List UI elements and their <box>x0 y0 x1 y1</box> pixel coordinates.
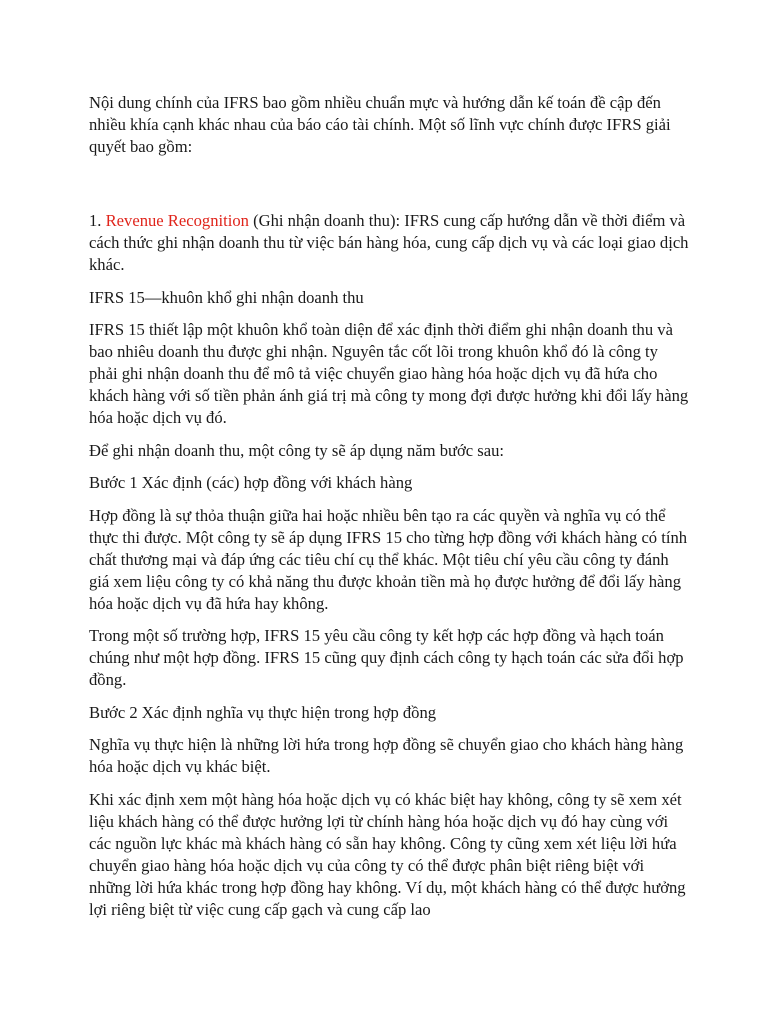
contract-combination-paragraph: Trong một số trường hợp, IFRS 15 yêu cầu công ty kết hợp các hợp đồng và hạch toán chúng như một hợp đồng. IFRS 15 cũng quy định cách công ty hạch toán các sửa đổi hợp đồng. <box>89 626 684 689</box>
ifrs15-heading: IFRS 15—khuôn khổ ghi nhận doanh thu <box>89 287 364 307</box>
contract-definition-paragraph: Hợp đồng là sự thỏa thuận giữa hai hoặc nhiều bên tạo ra các quyền và nghĩa vụ có thể thực thi được. Một công ty sẽ áp dụng IFRS 15 cho từng hợp đồng với khách hàng có tính chất thương mại và đáp ứng các tiêu chí cụ thể khác. Một tiêu chí yêu cầu công ty đánh giá xem liệu công ty có khả năng thu được khoản tiền mà họ được hưởng để đổi lấy hàng hóa hoặc dịch vụ đã hứa hay không. <box>89 505 688 613</box>
ifrs15-framework-paragraph: IFRS 15 thiết lập một khuôn khổ toàn diện để xác định thời điểm ghi nhận doanh thu và bao nhiêu doanh thu được ghi nhận. Nguyên tắc cốt lõi trong khuôn khổ đó là công ty phải ghi nhận doanh thu để mô tả việc chuyển giao hàng hóa hoặc dịch vụ đã hứa cho khách hàng với số tiền phản ánh giá trị mà công ty mong đợi được hưởng khi đổi lấy hàng hóa hoặc dịch vụ đó. <box>89 320 689 427</box>
distinct-goods-paragraph: Khi xác định xem một hàng hóa hoặc dịch vụ có khác biệt hay không, công ty sẽ xem xét liệu khách hàng có thể được hưởng lợi từ chính hàng hóa hoặc dịch vụ đó hay cùng với các nguồn lực khác mà khách hàng có sẵn hay không. Công ty cũng xem xét liệu lời hứa chuyển giao hàng hóa hoặc dịch vụ của công ty có thể được phân biệt riêng biệt với những lời hứa khác trong hợp đồng hay không. Ví dụ, một khách hàng có thể được hưởng lợi riêng biệt từ việc cung cấp gạch và cung cấp lao <box>89 789 686 919</box>
step-1-heading: Bước 1 Xác định (các) hợp đồng với khách hàng <box>89 473 413 492</box>
five-steps-intro: Để ghi nhận doanh thu, một công ty sẽ áp dụng năm bước sau: <box>89 440 505 460</box>
step-2-heading: Bước 2 Xác định nghĩa vụ thực hiện trong hợp đồng <box>89 702 437 722</box>
section-1-paragraph <box>89 210 689 276</box>
intro-paragraph: Nội dung chính của IFRS bao gồm nhiều chuẩn mực và hướng dẫn kế toán đề cập đến nhiều khía cạnh khác nhau của báo cáo tài chính. Một số lĩnh vực chính được IFRS giải quyết bao gồm: <box>89 93 671 156</box>
section-1-text: (Ghi nhận doanh thu): IFRS cung cấp hướng dẫn về thời điểm và cách thức ghi nhận doanh thu từ việc bán hàng hóa, cung cấp dịch vụ và các loại giao dịch khác. <box>89 211 689 274</box>
revenue-recognition-term: Revenue Recognition <box>105 211 249 230</box>
document-body <box>89 92 689 931</box>
section-1-number: 1. <box>89 211 106 230</box>
performance-obligation-paragraph: Nghĩa vụ thực hiện là những lời hứa trong hợp đồng sẽ chuyển giao cho khách hàng hàng hóa hoặc dịch vụ khác biệt. <box>89 735 684 776</box>
